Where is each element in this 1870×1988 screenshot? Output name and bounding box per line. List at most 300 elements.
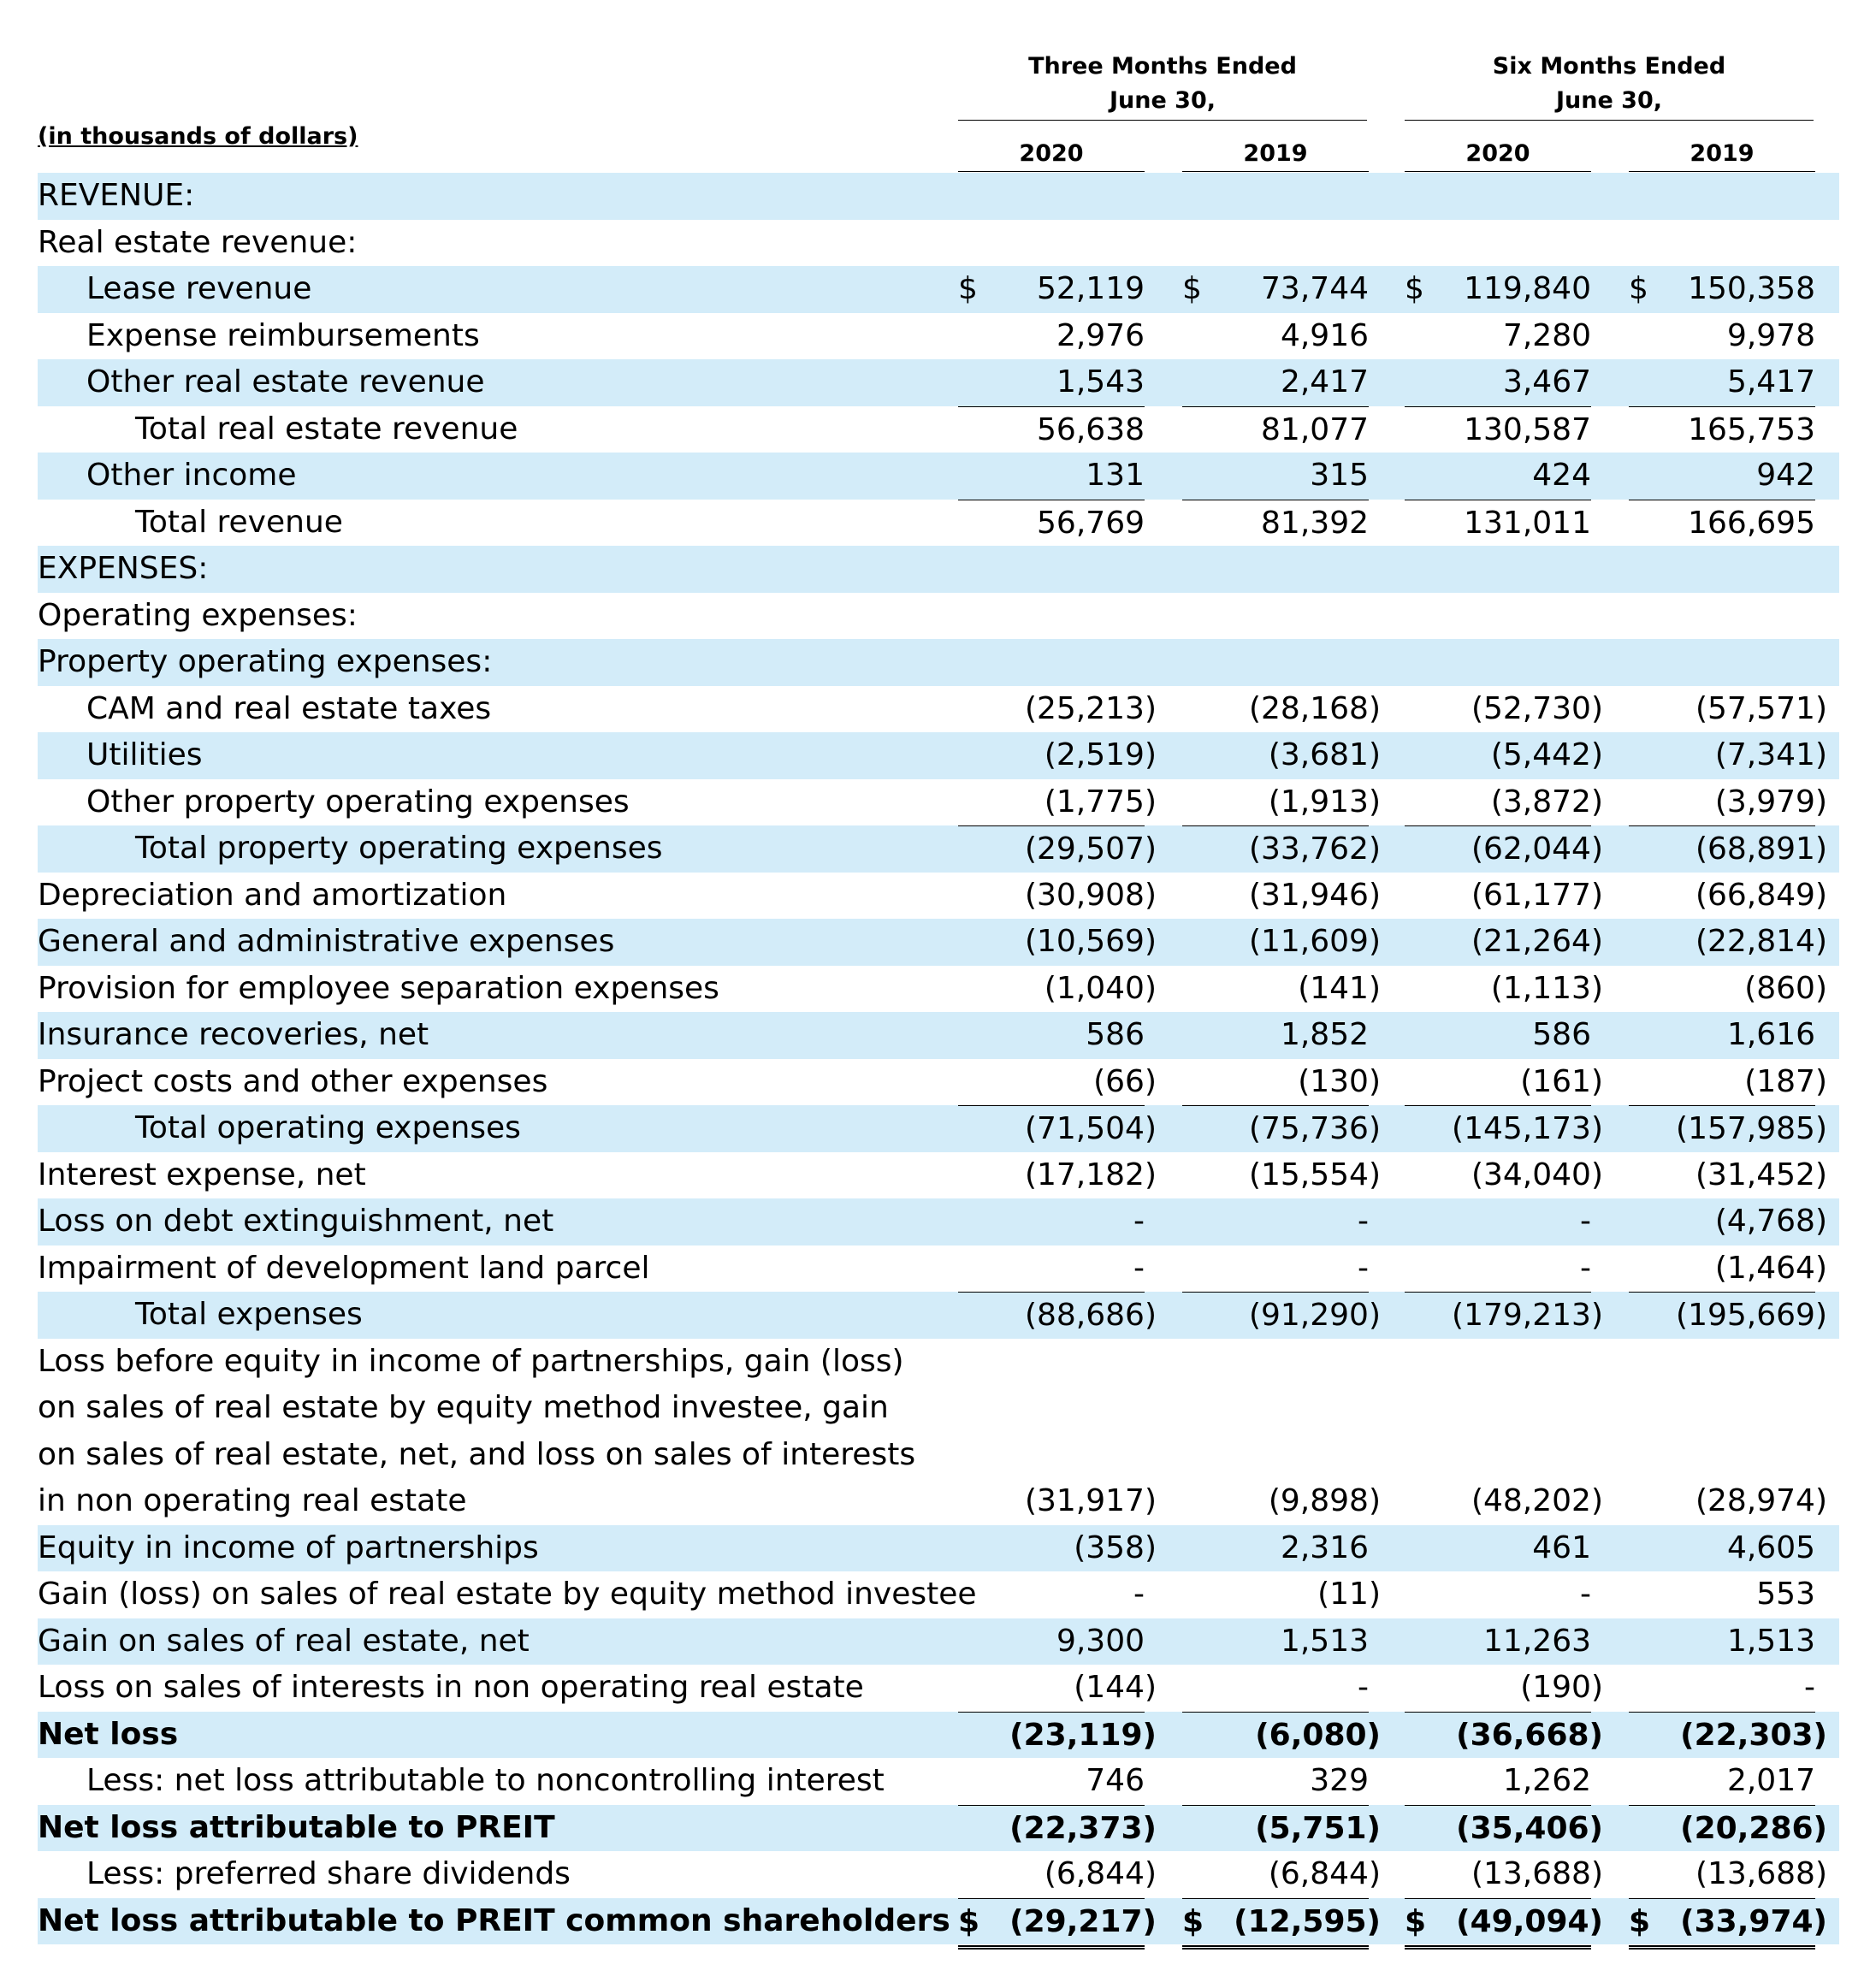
- value: 56,638: [1037, 411, 1145, 447]
- value: (5,442): [1490, 737, 1603, 772]
- table-row: [38, 1245, 1839, 1293]
- value-cell: [1405, 220, 1591, 267]
- value: (22,814): [1695, 924, 1827, 959]
- value: 1,513: [1280, 1623, 1369, 1659]
- dollar-sign: $: [1182, 1903, 1204, 1939]
- value-cell: [958, 1758, 1145, 1805]
- value: (28,168): [1248, 690, 1381, 726]
- header-three-months-line1: Three Months Ended: [1028, 53, 1297, 80]
- row-label: Project costs and other expenses: [38, 1063, 548, 1099]
- value-cell: [1182, 1525, 1369, 1572]
- value: (21,264): [1471, 924, 1603, 959]
- row-label: Total revenue: [135, 504, 343, 540]
- value-cell: [958, 1851, 1157, 1898]
- value: 1,852: [1280, 1017, 1369, 1052]
- value: 315: [1310, 458, 1369, 493]
- value: (35,406): [1456, 1810, 1603, 1846]
- value-cell: [1405, 173, 1591, 220]
- table-row: [38, 406, 1839, 453]
- value: (5,751): [1255, 1810, 1381, 1846]
- value-cell: [1405, 1758, 1591, 1805]
- value-cell: [1405, 825, 1603, 873]
- value-cell: [1405, 686, 1603, 733]
- row-label: Gain on sales of real estate, net: [38, 1623, 530, 1659]
- value: 746: [1086, 1763, 1145, 1798]
- value-cell: [1629, 639, 1815, 686]
- row-label: Loss before equity in income of partnerships, gain (loss) on sales of real estate by equity method investee, gain on sales of real estate, net, and loss on sales of interests in non operating real estate: [38, 1343, 916, 1518]
- value: 7,280: [1502, 317, 1591, 353]
- value-cell: [1182, 1571, 1381, 1618]
- value-cell: [1629, 1712, 1827, 1760]
- value-cell: [1629, 173, 1815, 220]
- value-cell: [958, 966, 1157, 1013]
- row-label: Other income: [86, 458, 297, 493]
- table-row: [38, 220, 1839, 267]
- dollar-sign: $: [958, 1903, 980, 1939]
- value: (28,974): [1695, 1483, 1827, 1518]
- value-cell: [1405, 1712, 1603, 1760]
- value-cell: [1405, 1851, 1603, 1898]
- value-cell: [958, 919, 1157, 966]
- table-row: [38, 1105, 1839, 1152]
- value-cell: [1629, 1758, 1815, 1805]
- value: 131,011: [1464, 505, 1591, 541]
- value-cell: [1405, 1198, 1591, 1245]
- value: (33,762): [1248, 831, 1381, 867]
- table-row: [38, 546, 1839, 593]
- value-cell: [958, 1105, 1157, 1153]
- value: (3,979): [1714, 784, 1827, 819]
- value: (66): [1093, 1063, 1157, 1099]
- value: (49,094): [1456, 1903, 1603, 1939]
- value-cell: [1182, 1805, 1381, 1853]
- value-cell: [1182, 266, 1369, 313]
- value-cell: [1405, 593, 1591, 640]
- table-row: [38, 1012, 1839, 1059]
- value-cell: [1629, 1152, 1827, 1199]
- year-header-s-2020: 2020: [1465, 140, 1530, 167]
- value-cell: [958, 779, 1157, 826]
- value: (91,290): [1248, 1298, 1381, 1333]
- value: (157,985): [1676, 1111, 1827, 1146]
- value-cell: [958, 1198, 1145, 1245]
- table-row: [38, 266, 1839, 313]
- value-cell: [1405, 500, 1591, 547]
- value: (179,213): [1452, 1298, 1603, 1333]
- value: (161): [1520, 1063, 1603, 1099]
- value-cell: [958, 359, 1145, 406]
- value-cell: [1182, 1012, 1369, 1059]
- row-label: Other real estate revenue: [86, 364, 485, 399]
- value-cell: [958, 1292, 1157, 1340]
- value-cell: [1629, 1571, 1815, 1618]
- value-cell: [958, 1525, 1157, 1572]
- value: 130,587: [1464, 411, 1591, 447]
- table-row: [38, 873, 1839, 920]
- value-cell: [958, 1012, 1145, 1059]
- value: 1,543: [1056, 364, 1145, 399]
- value: 4,605: [1726, 1529, 1815, 1565]
- value: -: [1580, 1577, 1591, 1612]
- value: -: [1133, 1577, 1145, 1612]
- value-cell: [958, 1618, 1145, 1666]
- value: (187): [1744, 1063, 1827, 1099]
- table-row: [38, 1851, 1839, 1898]
- value: (61,177): [1471, 877, 1603, 913]
- value: (31,452): [1695, 1157, 1827, 1192]
- value-cell: [1629, 359, 1815, 406]
- value: (358): [1074, 1529, 1157, 1565]
- value-cell: [1405, 1105, 1603, 1153]
- value-cell: [1405, 873, 1603, 920]
- value-cell: [1629, 686, 1827, 733]
- value: (23,119): [1009, 1717, 1157, 1753]
- value-cell: [958, 593, 1145, 640]
- value: (25,213): [1024, 690, 1157, 726]
- row-label: EXPENSES:: [38, 551, 209, 586]
- table-row: [38, 732, 1839, 779]
- table-row: [38, 779, 1839, 826]
- value-cell: [958, 686, 1157, 733]
- value: 131: [1086, 458, 1145, 493]
- value-cell: [958, 406, 1145, 454]
- value-cell: [1182, 686, 1381, 733]
- value: 150,358: [1688, 271, 1815, 306]
- value-cell: [1182, 639, 1369, 686]
- value: (4,768): [1714, 1204, 1827, 1239]
- value: -: [1358, 1670, 1369, 1705]
- value-cell: [1405, 313, 1591, 360]
- value-cell: [1182, 1198, 1369, 1245]
- value-cell: [1182, 500, 1369, 547]
- row-label: Net loss attributable to PREIT: [38, 1809, 555, 1845]
- value: (144): [1074, 1670, 1157, 1705]
- value: (13,688): [1471, 1856, 1603, 1891]
- value: (68,891): [1695, 831, 1827, 867]
- table-row: [38, 1292, 1839, 1339]
- table-row: [38, 1198, 1839, 1245]
- value-cell: [1405, 546, 1591, 593]
- row-label: Total operating expenses: [135, 1110, 521, 1145]
- header-three-months-line2: June 30,: [1109, 87, 1216, 114]
- value-cell: [1629, 453, 1815, 500]
- value: (1,113): [1490, 970, 1603, 1006]
- value-cell: [958, 1898, 1157, 1950]
- value-cell: [958, 313, 1145, 360]
- value: (10,569): [1024, 924, 1157, 959]
- value-cell: [1405, 1898, 1603, 1950]
- value: (141): [1298, 970, 1381, 1006]
- value-cell: [1405, 1292, 1603, 1340]
- value-cell: [1629, 266, 1815, 313]
- value: (22,373): [1009, 1810, 1157, 1846]
- value-cell: [1629, 1805, 1827, 1853]
- table-row: [38, 919, 1839, 966]
- value-cell: [1405, 1618, 1591, 1666]
- value-cell: [958, 873, 1157, 920]
- value-cell: [1629, 966, 1827, 1013]
- value-cell: [1629, 1198, 1827, 1245]
- value-cell: [958, 1712, 1157, 1760]
- value: -: [1133, 1250, 1145, 1286]
- value: 2,316: [1280, 1529, 1369, 1565]
- value-cell: [958, 825, 1157, 873]
- table-row: [38, 1758, 1839, 1805]
- row-label: Insurance recoveries, net: [38, 1017, 429, 1052]
- value-cell: [1182, 1292, 1381, 1340]
- value: 56,769: [1037, 505, 1145, 541]
- value: 3,467: [1502, 364, 1591, 399]
- value-cell: [958, 173, 1145, 220]
- row-label: Depreciation and amortization: [38, 877, 507, 913]
- row-label: Loss on debt extinguishment, net: [38, 1204, 554, 1239]
- value-cell: [1629, 1525, 1815, 1572]
- value-cell: [958, 453, 1145, 500]
- value: (3,681): [1268, 737, 1381, 772]
- dollar-sign: $: [1182, 271, 1202, 306]
- value-cell: [1182, 1478, 1381, 1525]
- value-cell: [1405, 1805, 1603, 1853]
- value: (57,571): [1695, 690, 1827, 726]
- dollar-sign: $: [1629, 271, 1648, 306]
- value: (29,507): [1024, 831, 1157, 867]
- value: -: [1804, 1670, 1815, 1705]
- table-row: [38, 453, 1839, 500]
- value-cell: [1405, 266, 1591, 313]
- table-row: [38, 966, 1839, 1013]
- value-cell: [1629, 732, 1827, 779]
- value: -: [1358, 1250, 1369, 1286]
- header-six-months-line1: Six Months Ended: [1492, 53, 1726, 80]
- value: 329: [1310, 1763, 1369, 1798]
- value: (130): [1298, 1063, 1381, 1099]
- value: (66,849): [1695, 877, 1827, 913]
- value-cell: [1405, 1478, 1603, 1525]
- table-row: [38, 313, 1839, 360]
- value-cell: [1182, 1758, 1369, 1805]
- value: 81,077: [1261, 411, 1369, 447]
- table-row: [38, 1618, 1839, 1666]
- row-label: Operating expenses:: [38, 597, 358, 633]
- value-cell: [1405, 966, 1603, 1013]
- table-row: [38, 1712, 1839, 1759]
- table-row: [38, 686, 1839, 733]
- value-cell: [1629, 220, 1815, 267]
- value: 166,695: [1688, 505, 1815, 541]
- table-row: [38, 500, 1839, 547]
- value: 9,978: [1726, 317, 1815, 353]
- value-cell: [1629, 1059, 1827, 1106]
- table-row: [38, 173, 1839, 220]
- row-label: Impairment of development land parcel: [38, 1250, 650, 1286]
- header-six-months-rule: [1405, 120, 1814, 121]
- row-label: Net loss attributable to PREIT common shareholders: [38, 1902, 950, 1938]
- value: (33,974): [1680, 1903, 1827, 1939]
- header-three-months: [958, 50, 1367, 118]
- value-cell: [1405, 1245, 1591, 1293]
- value-cell: [1405, 1152, 1603, 1199]
- year-header-q-2019-rule: [1182, 171, 1369, 172]
- value-cell: [1629, 1898, 1827, 1950]
- value: 11,263: [1483, 1623, 1591, 1659]
- value: (11,609): [1248, 924, 1381, 959]
- value-cell: [1182, 966, 1381, 1013]
- value-cell: [1182, 1059, 1381, 1106]
- row-label: Other property operating expenses: [86, 784, 630, 819]
- table-row: [38, 825, 1839, 873]
- value-cell: [1629, 919, 1827, 966]
- value: 553: [1756, 1577, 1815, 1612]
- value-cell: [1182, 919, 1381, 966]
- row-label: CAM and real estate taxes: [86, 690, 492, 726]
- header-six-months-line2: June 30,: [1555, 87, 1663, 114]
- value-cell: [958, 1665, 1157, 1712]
- value: 2,017: [1726, 1763, 1815, 1798]
- value: 942: [1756, 458, 1815, 493]
- table-row: [38, 1898, 1839, 1945]
- value: 52,119: [1037, 271, 1145, 306]
- value-cell: [1182, 1712, 1381, 1760]
- value: (36,668): [1456, 1717, 1603, 1753]
- value: (29,217): [1009, 1903, 1157, 1939]
- value: (2,519): [1044, 737, 1157, 772]
- value-cell: [958, 1478, 1157, 1525]
- value: (17,182): [1024, 1157, 1157, 1192]
- value-cell: [958, 546, 1145, 593]
- value-cell: [1182, 1851, 1381, 1898]
- year-header-q-2019: 2019: [1243, 140, 1308, 167]
- table-row: [38, 1525, 1839, 1572]
- value-cell: [1629, 406, 1815, 454]
- table-row: [38, 1805, 1839, 1852]
- value: (11): [1317, 1577, 1381, 1612]
- value-cell: [1629, 1665, 1815, 1712]
- value-cell: [958, 1805, 1157, 1853]
- value: 586: [1532, 1017, 1591, 1052]
- value-cell: [1182, 453, 1369, 500]
- value: (6,844): [1044, 1856, 1157, 1891]
- row-label: Gain (loss) on sales of real estate by equity method investee: [38, 1577, 977, 1612]
- value: (62,044): [1471, 831, 1603, 867]
- value-cell: [1629, 1618, 1815, 1666]
- value: 165,753: [1688, 411, 1815, 447]
- row-label: Property operating expenses:: [38, 644, 493, 679]
- value-cell: [1182, 825, 1381, 873]
- table-row: [38, 1339, 1839, 1525]
- value-cell: [1405, 919, 1603, 966]
- value-cell: [958, 732, 1157, 779]
- table-row: [38, 1059, 1839, 1106]
- value-cell: [958, 500, 1145, 547]
- table-row: [38, 359, 1839, 406]
- value-cell: [958, 266, 1145, 313]
- value: 2,417: [1280, 364, 1369, 399]
- value-cell: [1629, 1478, 1827, 1525]
- row-label: Lease revenue: [86, 271, 312, 306]
- year-header-s-2019-rule: [1629, 171, 1815, 172]
- value-cell: [958, 1245, 1145, 1293]
- value: 73,744: [1261, 271, 1369, 306]
- value-cell: [1405, 453, 1591, 500]
- income-statement-table: [38, 173, 1839, 1944]
- value: (30,908): [1024, 877, 1157, 913]
- value: 424: [1532, 458, 1591, 493]
- value: (1,464): [1714, 1250, 1827, 1286]
- value: (15,554): [1248, 1157, 1381, 1192]
- value-cell: [958, 639, 1145, 686]
- value-cell: [1182, 1898, 1381, 1950]
- row-label: Expense reimbursements: [86, 317, 480, 353]
- value: (195,669): [1676, 1298, 1827, 1333]
- value: 1,262: [1502, 1763, 1591, 1798]
- value: (860): [1744, 970, 1827, 1006]
- value: 586: [1086, 1017, 1145, 1052]
- value-cell: [1629, 593, 1815, 640]
- row-label: Utilities: [86, 737, 203, 772]
- value: -: [1580, 1250, 1591, 1286]
- dollar-sign: $: [1629, 1903, 1651, 1939]
- value-cell: [1629, 313, 1815, 360]
- units-label: (in thousands of dollars): [38, 123, 358, 150]
- value: (22,303): [1680, 1717, 1827, 1753]
- value-cell: [1182, 779, 1381, 826]
- value: 2,976: [1056, 317, 1145, 353]
- value: (88,686): [1024, 1298, 1157, 1333]
- value: (12,595): [1234, 1903, 1381, 1939]
- row-label: Interest expense, net: [38, 1157, 366, 1192]
- table-row: [38, 1665, 1839, 1712]
- table-row: [38, 593, 1839, 640]
- value-cell: [1629, 546, 1815, 593]
- value-cell: [1629, 500, 1815, 547]
- header-six-months: [1405, 50, 1814, 118]
- value: 119,840: [1464, 271, 1591, 306]
- value-cell: [1629, 1851, 1827, 1898]
- value: (1,775): [1044, 784, 1157, 819]
- value-cell: [1629, 1012, 1815, 1059]
- value: (9,898): [1268, 1483, 1381, 1518]
- year-header-q-2020-rule: [958, 171, 1145, 172]
- value: (7,341): [1714, 737, 1827, 772]
- row-label: Equity in income of partnerships: [38, 1529, 539, 1565]
- row-label: Provision for employee separation expenses: [38, 970, 719, 1006]
- value: (31,946): [1248, 877, 1381, 913]
- row-label: Loss on sales of interests in non operating real estate: [38, 1670, 864, 1705]
- row-label: Real estate revenue:: [38, 224, 358, 260]
- year-header-s-2019: 2019: [1690, 140, 1755, 167]
- value: (13,688): [1695, 1856, 1827, 1891]
- value-cell: [958, 1152, 1157, 1199]
- value-cell: [1629, 825, 1827, 873]
- table-row: [38, 1571, 1839, 1618]
- value-cell: [1629, 873, 1827, 920]
- value: 1,513: [1726, 1623, 1815, 1659]
- value: -: [1133, 1204, 1145, 1239]
- value-cell: [1629, 1245, 1827, 1293]
- value-cell: [1182, 593, 1369, 640]
- value: 5,417: [1726, 364, 1815, 399]
- table-row: [38, 639, 1839, 686]
- value-cell: [1405, 639, 1591, 686]
- value-cell: [1405, 1059, 1603, 1106]
- row-label: Total expenses: [135, 1297, 363, 1332]
- row-label: General and administrative expenses: [38, 924, 615, 959]
- value-cell: [1182, 873, 1381, 920]
- value: (3,872): [1490, 784, 1603, 819]
- value: 1,616: [1726, 1017, 1815, 1052]
- value-cell: [1182, 220, 1369, 267]
- value-cell: [1182, 313, 1369, 360]
